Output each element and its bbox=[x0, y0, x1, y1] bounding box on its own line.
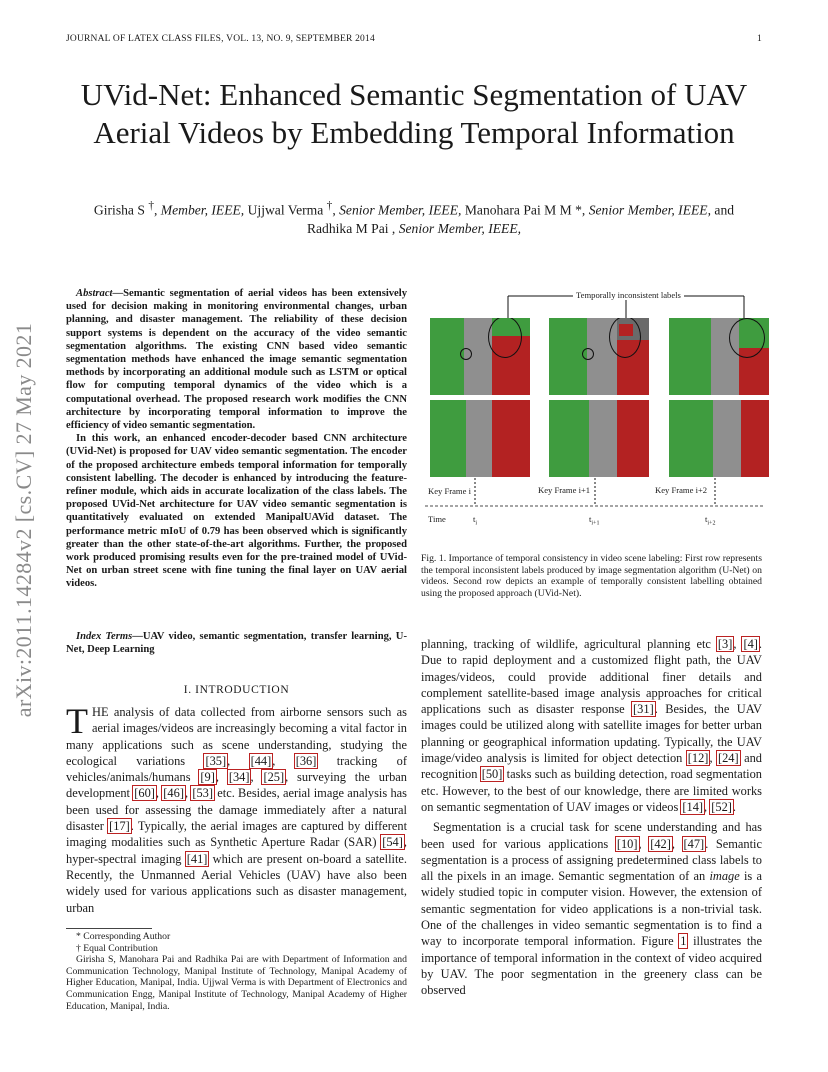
intro-text: . Typically, the aerial images are captured by different imaging modalities such as Synthetic Aperture Radar (SAR) bbox=[66, 819, 408, 850]
figure-caption: Fig. 1. Importance of temporal consistency in video scene labeling: First row represents the temporal inconsistent labels produced by image segmentation algorithm (U-Net) on videos. Second row depicts an example of temporally consistent labelling obtained using the proposed approach (UVid-Net). bbox=[421, 553, 762, 600]
arxiv-sidebar bbox=[4, 280, 44, 760]
author-2-mark: † bbox=[326, 200, 333, 212]
frame-u-net-1 bbox=[430, 318, 530, 395]
inconsistent-label: Temporally inconsistent labels bbox=[573, 290, 684, 300]
figure-ref-link[interactable]: 1 bbox=[680, 934, 687, 949]
author-2-role: Senior Member, IEEE, bbox=[339, 202, 462, 218]
journal-line: JOURNAL OF LATEX CLASS FILES, VOL. 13, NO. 9, SEPTEMBER 2014 bbox=[66, 34, 375, 44]
section-heading: I. INTRODUCTION bbox=[183, 684, 290, 696]
citation-link[interactable]: [44] bbox=[250, 753, 272, 768]
key-frame-i-label: Key Frame i bbox=[428, 486, 471, 496]
citation-link[interactable]: [42] bbox=[650, 836, 671, 851]
frame-u-net-3 bbox=[669, 318, 769, 395]
citation-link[interactable]: [50] bbox=[481, 767, 503, 782]
intro-text: , surveying the urban development bbox=[66, 770, 407, 801]
citation-link[interactable]: [9] bbox=[200, 770, 215, 785]
time-label: Time bbox=[428, 514, 446, 524]
key-frame-i1-label: Key Frame i+1 bbox=[538, 485, 591, 495]
intro-text: etc. Besides, aerial image analysis has been used for assessing the damage immediately after a natural disaster bbox=[66, 786, 407, 834]
abstract bbox=[66, 287, 407, 591]
author-2: Ujjwal Verma bbox=[247, 202, 324, 218]
intro-text: which are present on-board a satellite. Recently, the Unmanned Aerial Vehicles (UAV) have also been widely used for various applications such as disaster management, urban bbox=[66, 851, 407, 915]
citation-link[interactable]: [25] bbox=[263, 770, 285, 785]
citation-link[interactable]: [46] bbox=[163, 786, 184, 801]
intro-lead: HE bbox=[92, 705, 109, 719]
footnotes bbox=[66, 928, 407, 1012]
abstract-text-1: —Semantic segmentation of aerial videos has been extensively used for decision making in monitoring environmental changes, urban planning, and disaster management. The reliability of these decision support systems is dependent on the accuracy of the video semantic segmentation algorithms. The existing CNN based video semantic segmentation methods have enhanced the image semantic segmentation methods by incorporating an additional module such as LSTM or optical flow for computing temporal dynamics of the video which is a computational overhead. The proposed research work modifies the CNN architecture by incorporating temporal information to improve the efficiency of video semantic segmentation. bbox=[66, 288, 407, 432]
page-number: 1 bbox=[757, 34, 762, 44]
citation-link[interactable]: [41] bbox=[186, 851, 208, 866]
right-column-text bbox=[421, 636, 762, 999]
author-4-role: Senior Member, IEEE, bbox=[398, 220, 522, 236]
arxiv-id: arXiv:2011.14284v2 [cs.CV] 27 May 2021 bbox=[11, 322, 36, 718]
intro-text: , hyper-spectral imaging bbox=[66, 835, 407, 866]
footnote-equal: † Equal Contribution bbox=[76, 942, 158, 954]
citation-link[interactable]: [10] bbox=[616, 836, 638, 851]
intro-text: analysis of data collected from airborne sensors such as aerial images/videos are increasingly becoming a vital factor in many applications such as scene understanding, studying the ecological variations bbox=[66, 705, 407, 768]
author-3: Manohara Pai M M *, bbox=[464, 202, 586, 218]
time-tick-i1: $t_{i+1}$ bbox=[589, 514, 600, 527]
citation-link[interactable]: [24] bbox=[717, 751, 739, 766]
citation-link[interactable]: [60] bbox=[134, 786, 155, 801]
citation-link[interactable]: [17] bbox=[109, 819, 130, 834]
citation-link[interactable]: [14] bbox=[682, 799, 704, 814]
author-4: and Radhika M Pai , bbox=[306, 202, 735, 236]
frame-uvid-net-1 bbox=[430, 400, 530, 477]
index-terms-label: Index Terms bbox=[76, 631, 133, 642]
index-terms bbox=[66, 630, 407, 656]
time-tick-i2: $t_{i+2}$ bbox=[705, 514, 716, 527]
citation-link[interactable]: [35] bbox=[205, 753, 227, 768]
author-1-mark: † bbox=[148, 200, 154, 212]
author-1-role: Member, IEEE, bbox=[160, 202, 245, 218]
footnote-corresponding: * Corresponding Author bbox=[76, 931, 171, 942]
citation-link[interactable]: [53] bbox=[192, 786, 213, 801]
citation-link[interactable]: [31] bbox=[633, 702, 654, 717]
intro-text: tracking of vehicles/animals/humans bbox=[66, 753, 407, 785]
right-paragraph-2: Segmentation is a crucial task for scene understanding and has been used for various applications [10], [42], [47]. Semantic segmentation is a process of assigning predetermined class labels to all the pixels in an image. Semantic segmentation of an image is a widely studied topic in computer vision. However, the extension of semantic segmentation for video applications is a non-trivial task. One of the challenges in video semantic segmentation is to find a way to incorporate temporal information. Figure 1 illustrates the importance of temporal information in the context of video acquired by UAV. The poor segmentation in the greenery class can be observed bbox=[421, 820, 762, 998]
author-1: Girisha S bbox=[93, 202, 145, 218]
frame-uvid-net-2 bbox=[549, 400, 649, 477]
citation-link[interactable]: [12] bbox=[687, 751, 709, 766]
citation-link[interactable]: [52] bbox=[711, 799, 732, 814]
citation-link[interactable]: [34] bbox=[228, 770, 250, 785]
intro-paragraph: THE analysis of data collected from airborne sensors such as aerial images/videos are increasingly becoming a vital factor in many applications such as scene understanding, studying the ecological variations [35], [44], [36] tracking of vehicles/animals/humans [9], [34], [25], surveying the urban development [60], [46], [53] etc. Besides, aerial image analysis has been used for assessing the damage immediately after a natural disaster [17]. Typically, the aerial images are captured by different imaging modalities such as Synthetic Aperture Radar (SAR) [54], hyper-spectral imaging [41] which are present on-board a satellite. Recently, the Unmanned Aerial Vehicles (UAV) have also been widely used for various applications such as disaster management, urban bbox=[66, 701, 408, 915]
abstract-paragraph-1 bbox=[66, 287, 407, 432]
running-header bbox=[66, 34, 762, 44]
citation-link[interactable]: [4] bbox=[743, 637, 758, 651]
citation-link[interactable]: [54] bbox=[382, 835, 403, 850]
abstract-label: Abstract bbox=[76, 288, 113, 299]
index-terms-text: —UAV video, semantic segmentation, transfer learning, U-Net, Deep Learning bbox=[66, 631, 407, 656]
right-paragraph-1: planning, tracking of wildlife, agricultural planning etc [3], [4]. Due to rapid deployment and a customized flight path, the UAV images/videos, could provide additional finer details and complement satellite-based image analysis approaches for critical applications such as disaster response [31]. Besides, the UAV images could be utilized along with satellite images for better urban planning or geographical information updating. Typically, the UAV image/video analysis is limited for object detection [12], [24] and recognition [50] tasks such as building detection, road segmentation etc. However, to the best of our knowledge, there are limited works on semantic segmentation of UAV images or videos [14], [52]. bbox=[421, 637, 762, 814]
key-frame-i2-label: Key Frame i+2 bbox=[655, 485, 708, 495]
citation-link[interactable]: [47] bbox=[683, 836, 705, 851]
timeline bbox=[425, 478, 763, 538]
author-3-role: Senior Member, IEEE, bbox=[588, 202, 712, 218]
frame-uvid-net-3 bbox=[669, 400, 769, 477]
footnote-affiliations: Girisha S, Manohara Pai and Radhika Pai are with Department of Information and Communication Technology, Manipal Institute of Technology, Manipal Academy of Higher Education, Manipal, India. Ujjwal Verma is with Department of Electronics and Communication Engg, Manipal Institute of Technology, Manipal Academy of Higher Education, Manipal, India. bbox=[66, 954, 407, 1012]
citation-link[interactable]: [36] bbox=[295, 753, 317, 768]
time-tick-i: $t_i$ bbox=[473, 514, 478, 527]
footnote-rule bbox=[66, 928, 152, 929]
frame-u-net-2 bbox=[549, 318, 649, 395]
figure-1 bbox=[425, 286, 763, 534]
author-list: Girisha S †, Member, IEEE, Ujjwal Verma †, Senior Member, IEEE, Manohara Pai M M *, Senior Member, IEEE, and Radhika M Pai , Senior Member, IEEE, bbox=[93, 200, 735, 236]
paper-title: UVid-Net: Enhanced Semantic Segmentation of UAV Aerial Videos by Embedding Temporal Information bbox=[80, 77, 748, 150]
drop-cap: T bbox=[66, 701, 88, 741]
abstract-paragraph-2: In this work, an enhanced encoder-decoder based CNN architecture (UVid-Net) is proposed for UAV video semantic segmentation. The encoder of the proposed architecture embeds temporal information for temporally consistent labelling. The decoder is enhanced by introducing the feature-refiner module, which aids in accurate localization of the class labels. The proposed UVid-Net architecture for UAV video semantic segmentation is quantitatively evaluated on extended ManipalUAVid dataset. The performance metric mIoU of 0.79 has been observed which is significantly greater than the other state-of-the-art algorithms. Further, the proposed work produced promising results even for the pre-trained model of UVid-Net on urban street scene with fine tuning the final layer on UAV aerial videos. bbox=[66, 433, 407, 590]
citation-link[interactable]: [3] bbox=[717, 637, 733, 651]
